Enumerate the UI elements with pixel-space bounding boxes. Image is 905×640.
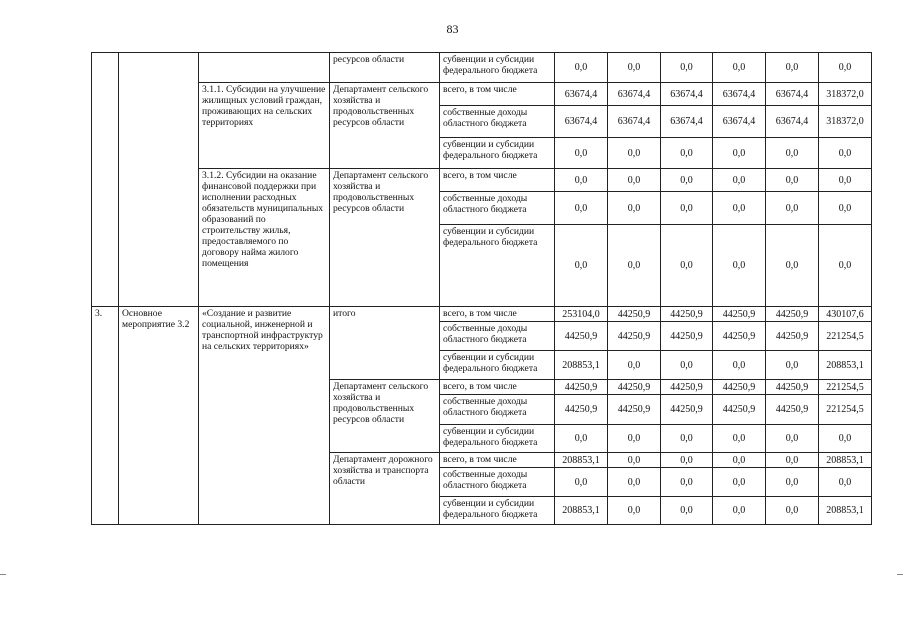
cell-value: 0,0 xyxy=(661,351,713,380)
cell-value: 44250,9 xyxy=(713,307,766,322)
cell-source: субвенции и субсидии федерального бюджета xyxy=(440,351,555,380)
cell-value: 44250,9 xyxy=(608,307,661,322)
cell-source: субвенции и субсидии федерального бюджета xyxy=(440,497,555,525)
cell-value: 208853,1 xyxy=(819,351,872,380)
cell-value: 0,0 xyxy=(661,497,713,525)
cell-value: 63674,4 xyxy=(766,106,819,138)
cell-value: 0,0 xyxy=(661,425,713,453)
cell-value: 63674,4 xyxy=(766,83,819,106)
cell-value: 0,0 xyxy=(555,468,608,497)
cell-value: 0,0 xyxy=(766,453,819,468)
cell-value: 44250,9 xyxy=(555,395,608,425)
cell-value: 0,0 xyxy=(766,53,819,83)
table-row xyxy=(92,83,872,106)
cell-value: 208853,1 xyxy=(555,351,608,380)
cell-value: 0,0 xyxy=(608,225,661,307)
cell-source: субвенции и субсидии федерального бюджета xyxy=(440,425,555,453)
cell-value: 0,0 xyxy=(555,169,608,192)
cell-value: 63674,4 xyxy=(661,83,713,106)
cell-value: 63674,4 xyxy=(555,106,608,138)
cell-value: 208853,1 xyxy=(555,453,608,468)
cell-source: собственные доходы областного бюджета xyxy=(440,395,555,425)
cell-value: 44250,9 xyxy=(661,322,713,351)
cell-value: 0,0 xyxy=(766,169,819,192)
cell-value: 0,0 xyxy=(661,468,713,497)
cell-source: всего, в том числе xyxy=(440,169,555,192)
cell-source: собственные доходы областного бюджета xyxy=(440,468,555,497)
cell-value: 0,0 xyxy=(555,192,608,225)
cell-value: 0,0 xyxy=(713,138,766,169)
cell-name xyxy=(119,53,199,307)
cell-value: 0,0 xyxy=(555,138,608,169)
cell-resp: ресурсов области xyxy=(330,53,440,83)
cell-value: 44250,9 xyxy=(766,322,819,351)
cell-value: 0,0 xyxy=(661,138,713,169)
cell-value: 0,0 xyxy=(661,453,713,468)
cell-value: 0,0 xyxy=(608,468,661,497)
cell-value: 0,0 xyxy=(766,468,819,497)
cell-value: 63674,4 xyxy=(608,106,661,138)
cell-source: субвенции и субсидии федерального бюджета xyxy=(440,225,555,307)
cell-value: 0,0 xyxy=(713,468,766,497)
cell-value: 63674,4 xyxy=(555,83,608,106)
cell-value: 0,0 xyxy=(661,169,713,192)
margin-mark xyxy=(897,574,903,576)
cell-source: собственные доходы областного бюджета xyxy=(440,192,555,225)
cell-value: 221254,5 xyxy=(819,322,872,351)
cell-value: 318372,0 xyxy=(819,83,872,106)
cell-value: 63674,4 xyxy=(713,83,766,106)
cell-value: 63674,4 xyxy=(608,83,661,106)
cell-resp: Департамент сельского хозяйства и продовольственных ресурсов области xyxy=(330,83,440,169)
cell-value: 0,0 xyxy=(819,169,872,192)
cell-value: 430107,6 xyxy=(819,307,872,322)
cell-value: 0,0 xyxy=(766,351,819,380)
cell-event: «Создание и развитие социальной, инженерной и транспортной инфраструктур на сельских территориях» xyxy=(199,307,330,525)
cell-resp: итого xyxy=(330,307,440,380)
table-row xyxy=(92,307,872,322)
cell-value: 0,0 xyxy=(555,425,608,453)
cell-source: всего, в том числе xyxy=(440,380,555,395)
cell-value: 0,0 xyxy=(766,425,819,453)
cell-value: 0,0 xyxy=(819,53,872,83)
cell-value: 44250,9 xyxy=(713,395,766,425)
cell-source: всего, в том числе xyxy=(440,307,555,322)
cell-event: 3.1.2. Субсидии на оказание финансовой поддержки при исполнении расходных обязательств муниципальных образований по строительству жилья, предоставляемого по договору найма жилого помещения xyxy=(199,169,330,307)
cell-source: собственные доходы областного бюджета xyxy=(440,322,555,351)
cell-value: 0,0 xyxy=(819,225,872,307)
cell-value: 221254,5 xyxy=(819,380,872,395)
cell-value: 0,0 xyxy=(608,425,661,453)
cell-value: 44250,9 xyxy=(608,322,661,351)
cell-value: 0,0 xyxy=(713,453,766,468)
cell-event: 3.1.1. Субсидии на улучшение жилищных условий граждан, проживающих на сельских территориях xyxy=(199,83,330,169)
cell-value: 63674,4 xyxy=(713,106,766,138)
cell-source: всего, в том числе xyxy=(440,83,555,106)
cell-value: 0,0 xyxy=(819,192,872,225)
cell-value: 44250,9 xyxy=(608,395,661,425)
cell-source: собственные доходы областного бюджета xyxy=(440,106,555,138)
cell-value: 0,0 xyxy=(555,53,608,83)
cell-value: 0,0 xyxy=(713,497,766,525)
cell-value: 44250,9 xyxy=(661,307,713,322)
cell-value: 44250,9 xyxy=(713,380,766,395)
cell-value: 44250,9 xyxy=(555,322,608,351)
cell-value: 0,0 xyxy=(713,169,766,192)
cell-value: 208853,1 xyxy=(555,497,608,525)
cell-value: 44250,9 xyxy=(608,380,661,395)
cell-source: субвенции и субсидии федерального бюджета xyxy=(440,53,555,83)
cell-value: 44250,9 xyxy=(766,395,819,425)
cell-value: 0,0 xyxy=(766,138,819,169)
cell-value: 0,0 xyxy=(713,53,766,83)
cell-value: 253104,0 xyxy=(555,307,608,322)
cell-value: 0,0 xyxy=(766,497,819,525)
cell-value: 0,0 xyxy=(608,169,661,192)
cell-value: 0,0 xyxy=(608,53,661,83)
cell-value: 221254,5 xyxy=(819,395,872,425)
cell-value: 0,0 xyxy=(608,138,661,169)
cell-value: 208853,1 xyxy=(819,453,872,468)
cell-value: 0,0 xyxy=(661,192,713,225)
cell-resp: Департамент сельского хозяйства и продовольственных ресурсов области xyxy=(330,169,440,307)
cell-value: 0,0 xyxy=(555,225,608,307)
cell-value: 0,0 xyxy=(608,453,661,468)
cell-name: Основное мероприятие 3.2 xyxy=(119,307,199,525)
budget-table xyxy=(91,52,872,525)
table-row xyxy=(92,169,872,192)
cell-value: 44250,9 xyxy=(766,380,819,395)
cell-value: 0,0 xyxy=(713,225,766,307)
cell-value: 318372,0 xyxy=(819,106,872,138)
cell-value: 0,0 xyxy=(608,192,661,225)
margin-mark xyxy=(0,574,6,576)
cell-value: 44250,9 xyxy=(661,380,713,395)
cell-value: 0,0 xyxy=(608,351,661,380)
cell-no: 3. xyxy=(92,307,119,525)
cell-value: 0,0 xyxy=(661,53,713,83)
cell-value: 44250,9 xyxy=(766,307,819,322)
page-number: 83 xyxy=(446,22,459,36)
cell-value: 0,0 xyxy=(713,351,766,380)
cell-value: 0,0 xyxy=(661,225,713,307)
cell-value: 0,0 xyxy=(819,425,872,453)
cell-value: 44250,9 xyxy=(661,395,713,425)
cell-value: 0,0 xyxy=(713,425,766,453)
cell-event xyxy=(199,53,330,83)
cell-value: 44250,9 xyxy=(713,322,766,351)
cell-value: 0,0 xyxy=(766,192,819,225)
cell-resp: Департамент сельского хозяйства и продовольственных ресурсов области xyxy=(330,380,440,453)
cell-source: субвенции и субсидии федерального бюджета xyxy=(440,138,555,169)
table-row xyxy=(92,53,872,83)
cell-value: 44250,9 xyxy=(555,380,608,395)
cell-value: 0,0 xyxy=(713,192,766,225)
cell-value: 0,0 xyxy=(766,225,819,307)
cell-no xyxy=(92,53,119,307)
cell-value: 0,0 xyxy=(819,138,872,169)
cell-source: всего, в том числе xyxy=(440,453,555,468)
cell-value: 208853,1 xyxy=(819,497,872,525)
cell-value: 0,0 xyxy=(608,497,661,525)
cell-resp: Департамент дорожного хозяйства и транспорта области xyxy=(330,453,440,525)
cell-value: 0,0 xyxy=(819,468,872,497)
cell-value: 63674,4 xyxy=(661,106,713,138)
